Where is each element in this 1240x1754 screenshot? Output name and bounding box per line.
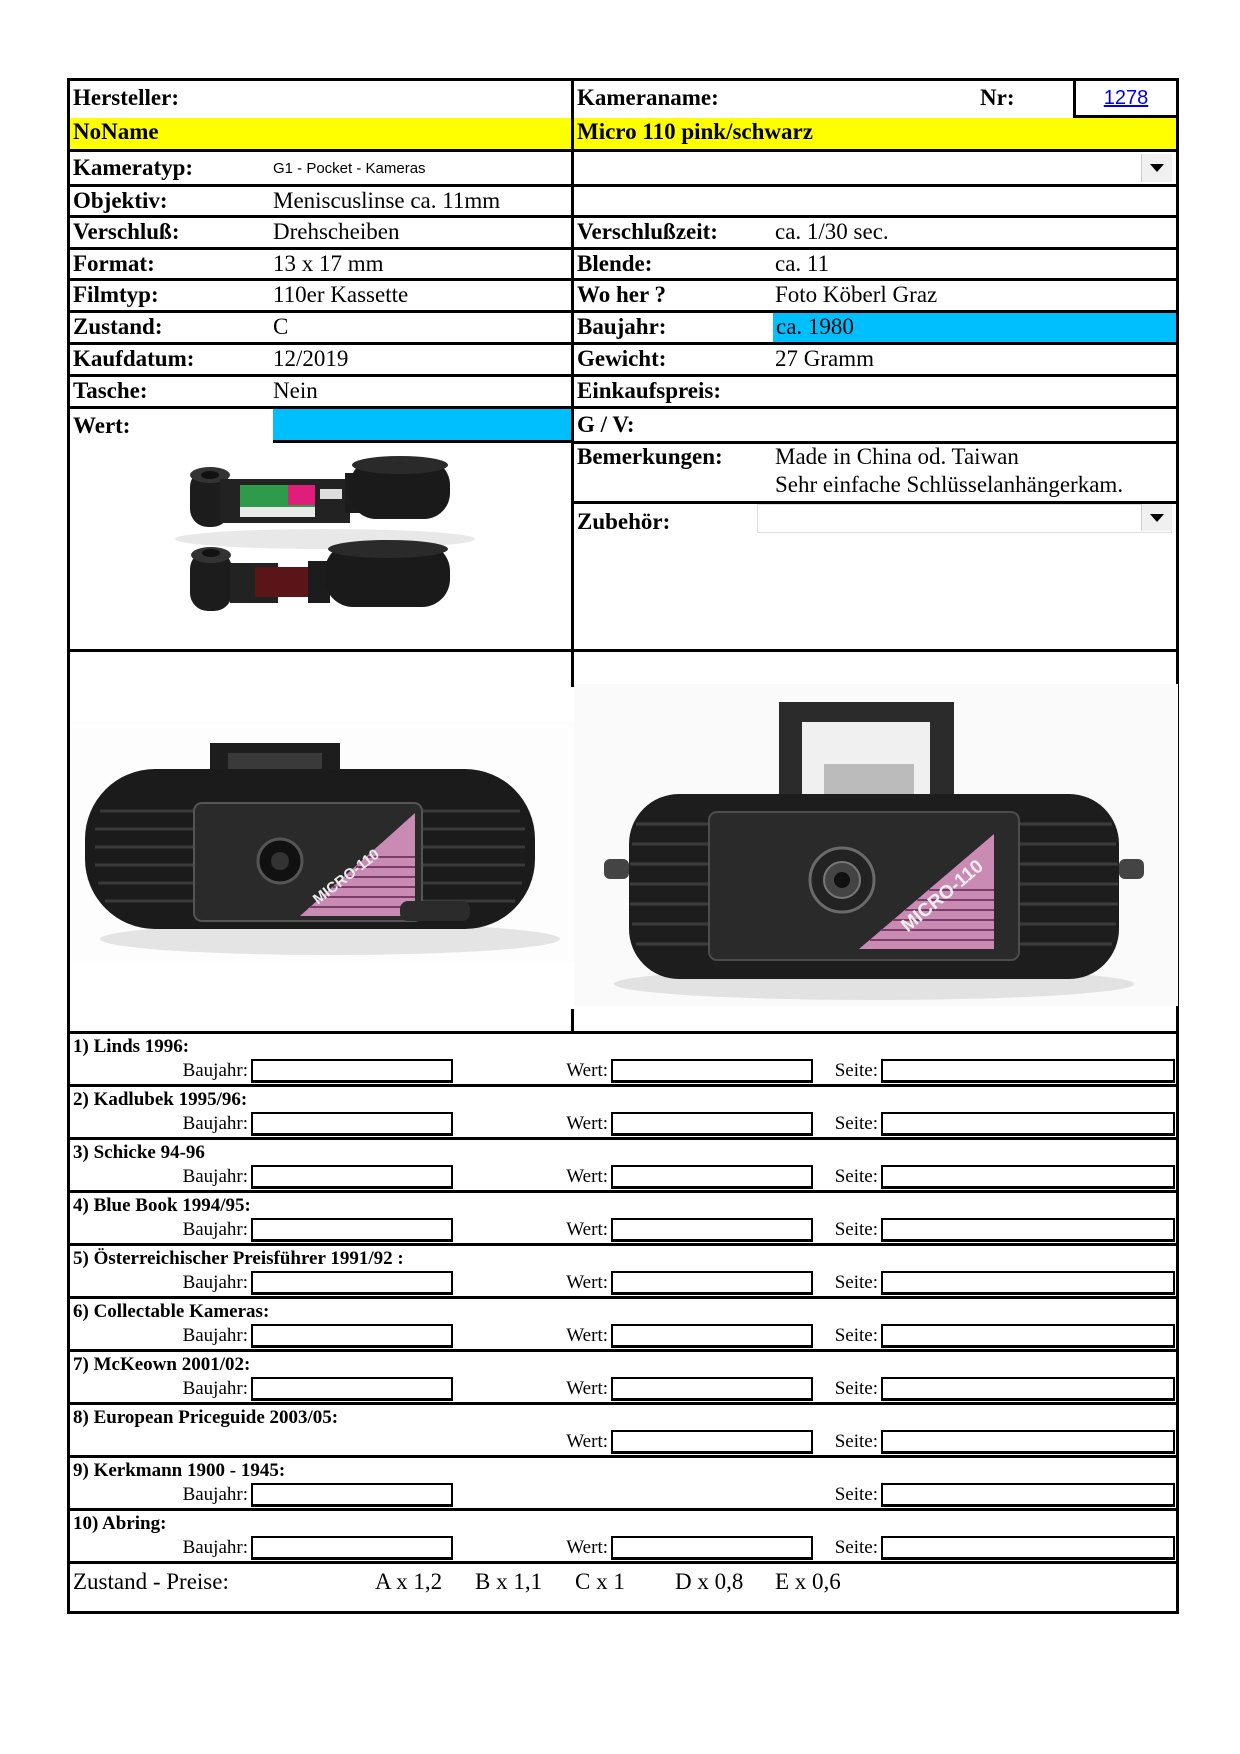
verschluss-label: Verschluß: [73,219,180,244]
objektiv-value: Meniscuslinse ca. 11mm [273,188,501,213]
woher-label: Wo her ? [577,282,667,307]
footer-d: D x 0,8 [675,1569,744,1594]
reference-title: 4) Blue Book 1994/95: [73,1195,251,1216]
camera-photo-left [70,721,574,961]
zubehoer-select[interactable] [757,504,1172,533]
reference-row [70,1087,1176,1140]
bemerkungen-label: Bemerkungen: [577,444,723,469]
kameratyp-label: Kameratyp: [73,155,194,180]
filmtyp-label: Filmtyp: [73,282,159,307]
reference-title: 5) Österreichischer Preisführer 1991/92 : [73,1248,404,1269]
reference-baujahr-box[interactable] [251,1324,453,1348]
svg-text:MICRO-110: MICRO-110 [309,845,383,909]
reference-title: 3) Schicke 94-96 [73,1142,205,1163]
reference-baujahr-box[interactable] [251,1483,453,1507]
objektiv-row [70,187,1176,218]
tasche-label: Tasche: [73,378,148,403]
kameratyp-dropdown-icon[interactable] [1141,154,1172,182]
photos-top-border [70,649,1176,652]
reference-row [70,1511,1176,1564]
reference-row [70,1034,1176,1087]
reference-title: 1) Linds 1996: [73,1036,190,1057]
camera-record-sheet [67,78,1179,1614]
reference-seite-box[interactable] [881,1483,1175,1507]
bemerkungen-row [574,441,1176,504]
reference-wert-label: Wert: [566,1060,608,1081]
reference-title: 8) European Priceguide 2003/05: [73,1407,339,1428]
reference-baujahr-label: Baujahr: [182,1378,248,1399]
bemerkungen-line-2: Sehr einfache Schlüsselanhängerkam. [775,472,1124,497]
kaufdatum-label: Kaufdatum: [73,346,195,371]
nr-box [1073,81,1176,118]
reference-wert-label: Wert: [566,1113,608,1134]
svg-text:MICRO-110: MICRO-110 [897,855,988,937]
zustand-preise-footer [70,1564,1176,1611]
objektiv-label: Objektiv: [73,188,168,213]
reference-baujahr-label: Baujahr: [182,1113,248,1134]
reference-baujahr-box[interactable] [251,1059,453,1083]
zustand-label: Zustand: [73,314,163,339]
footer-a: A x 1,2 [375,1569,443,1594]
hersteller-label: Hersteller: [73,85,179,110]
reference-seite-label: Seite: [834,1272,878,1293]
reference-title: 6) Collectable Kameras: [73,1301,270,1322]
kameraname-value: Micro 110 pink/schwarz [574,118,1176,149]
reference-baujahr-box[interactable] [251,1536,453,1560]
camera-photo-right [574,684,1178,1006]
reference-wert-label: Wert: [566,1431,608,1452]
reference-seite-label: Seite: [834,1060,878,1081]
reference-seite-label: Seite: [834,1378,878,1399]
footer-label: Zustand - Preise: [73,1569,229,1594]
verschluss-row [70,218,1176,250]
reference-seite-label: Seite: [834,1219,878,1240]
header-divider [571,81,574,152]
kaufdatum-value: 12/2019 [273,346,349,371]
filmtyp-row [70,281,1176,313]
reference-title: 7) McKeown 2001/02: [73,1354,251,1375]
hersteller-value: NoName [70,118,571,149]
zubehoer-dropdown-icon[interactable] [1141,504,1172,531]
kameratyp-select[interactable]: G1 - Pocket - Kameras [273,160,426,177]
reference-baujahr-label: Baujahr: [182,1060,248,1081]
footer-b: B x 1,1 [475,1569,543,1594]
reference-seite-box[interactable] [881,1324,1175,1348]
reference-baujahr-label: Baujahr: [182,1219,248,1240]
reference-seite-label: Seite: [834,1113,878,1134]
reference-row [70,1299,1176,1352]
wert-value-box [273,409,571,443]
reference-row [70,1193,1176,1246]
reference-seite-box[interactable] [881,1218,1175,1242]
tasche-row [70,377,1176,409]
reference-row [70,1246,1176,1299]
reference-baujahr-box[interactable] [251,1165,453,1189]
reference-baujahr-label: Baujahr: [182,1325,248,1346]
reference-seite-box[interactable] [881,1430,1175,1454]
reference-baujahr-label: Baujahr: [182,1537,248,1558]
middle-divider-upper [571,152,574,687]
reference-baujahr-box[interactable] [251,1218,453,1242]
gv-label: G / V: [577,412,635,437]
gewicht-value: 27 Gramm [775,346,875,371]
nr-link[interactable]: 1278 [1103,87,1149,109]
reference-seite-box[interactable] [881,1059,1175,1083]
footer-c: C x 1 [575,1569,625,1594]
reference-baujahr-label: Baujahr: [182,1166,248,1187]
format-label: Format: [73,251,155,276]
footer-e: E x 0,6 [775,1569,841,1594]
header-value-row [70,118,1176,152]
zubehoer-label: Zubehör: [577,509,671,534]
reference-row [70,1140,1176,1193]
reference-seite-label: Seite: [834,1325,878,1346]
reference-seite-box[interactable] [881,1112,1175,1136]
baujahr-value: ca. 1980 [773,313,1176,342]
einkaufspreis-label: Einkaufspreis: [577,378,722,403]
reference-baujahr-label: Baujahr: [182,1484,248,1505]
kameratyp-row [70,152,1176,187]
blende-label: Blende: [577,251,653,276]
reference-baujahr-box[interactable] [251,1377,453,1401]
reference-wert-label: Wert: [566,1272,608,1293]
zubehoer-area [574,504,1176,629]
reference-seite-box[interactable] [881,1377,1175,1401]
zustand-row [70,313,1176,345]
reference-row [70,1352,1176,1405]
verschluss-value: Drehscheiben [273,219,400,244]
reference-row [70,1458,1176,1511]
baujahr-label: Baujahr: [577,314,667,339]
gewicht-label: Gewicht: [577,346,667,371]
reference-seite-label: Seite: [834,1166,878,1187]
gv-row [574,409,1176,444]
blende-value: ca. 11 [775,251,830,276]
reference-wert-label: Wert: [566,1537,608,1558]
reference-baujahr-box[interactable] [251,1112,453,1136]
reference-row [70,1405,1176,1458]
bemerkungen-line-1: Made in China od. Taiwan [775,444,1019,469]
reference-wert-label: Wert: [566,1378,608,1399]
reference-title: 2) Kadlubek 1995/96: [73,1089,248,1110]
kaufdatum-row [70,345,1176,377]
header-label-row [70,81,1176,118]
reference-wert-label: Wert: [566,1325,608,1346]
reference-seite-label: Seite: [834,1537,878,1558]
reference-seite-label: Seite: [834,1431,878,1452]
reference-seite-box[interactable] [881,1271,1175,1295]
format-row [70,250,1176,281]
reference-baujahr-box[interactable] [251,1271,453,1295]
tasche-value: Nein [273,378,318,403]
kameraname-label: Kameraname: [577,85,719,110]
wert-label: Wert: [73,413,131,438]
film-cartridge-photo [160,451,490,626]
reference-wert-label: Wert: [566,1166,608,1187]
reference-seite-box[interactable] [881,1165,1175,1189]
zustand-value: C [273,314,289,339]
verschlusszeit-value: ca. 1/30 sec. [775,219,889,244]
reference-wert-label: Wert: [566,1219,608,1240]
reference-seite-box[interactable] [881,1536,1175,1560]
reference-title: 10) Abring: [73,1513,167,1534]
reference-seite-label: Seite: [834,1484,878,1505]
format-value: 13 x 17 mm [273,251,384,276]
nr-label: Nr: [980,85,1015,110]
reference-title: 9) Kerkmann 1900 - 1945: [73,1460,286,1481]
filmtyp-value: 110er Kassette [273,282,409,307]
verschlusszeit-label: Verschlußzeit: [577,219,718,244]
woher-value: Foto Köberl Graz [775,282,938,307]
reference-baujahr-label: Baujahr: [182,1272,248,1293]
